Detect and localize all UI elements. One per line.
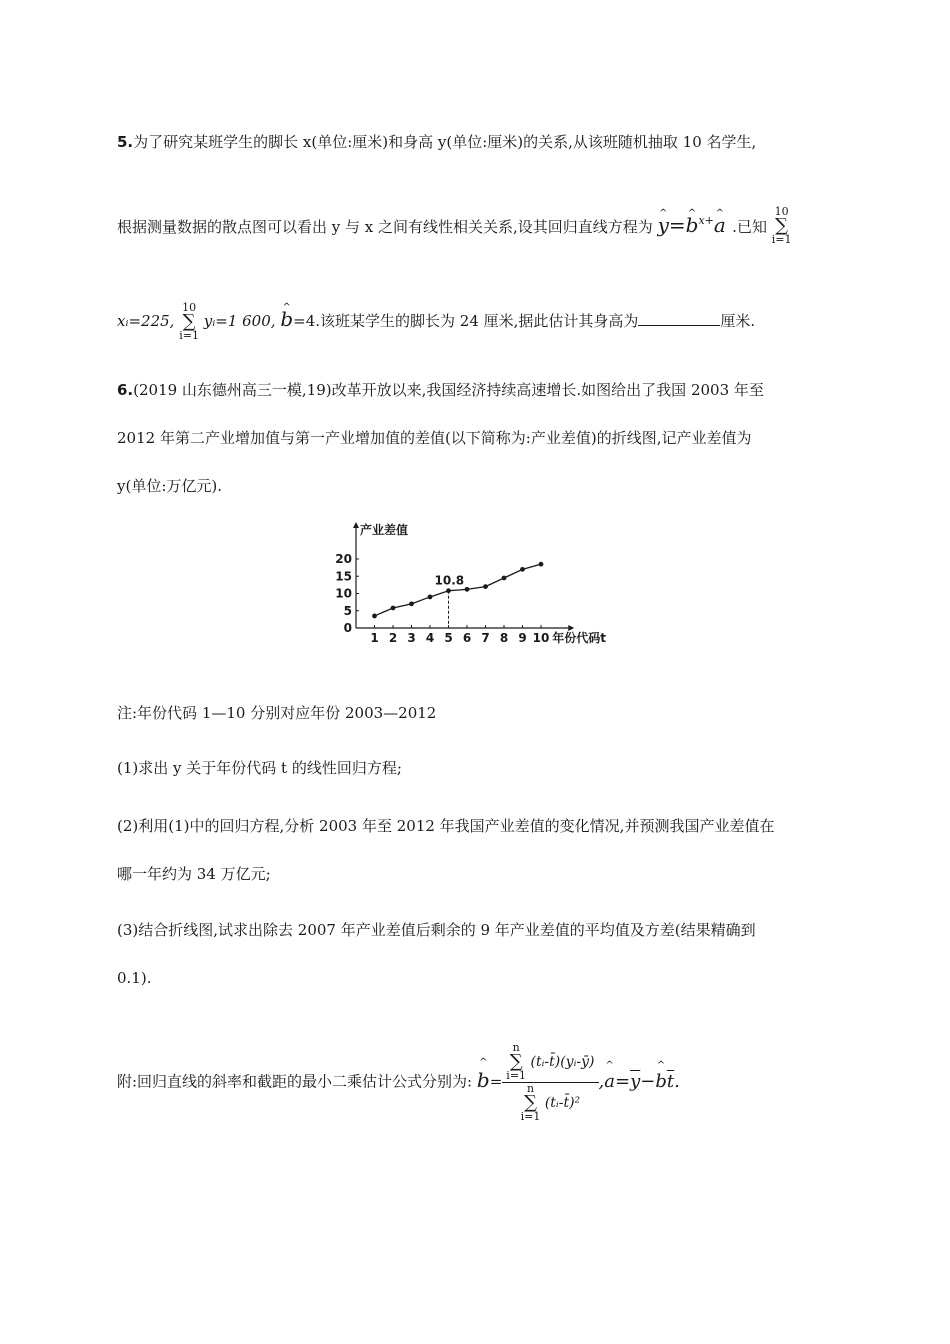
q6-line2 — [117, 428, 751, 448]
x-tick-label: 5 — [444, 631, 453, 645]
sum-lower: i=1 — [179, 329, 199, 342]
data-point — [391, 606, 396, 611]
chart-series — [372, 562, 543, 628]
y-tick-label: 0 — [343, 621, 352, 635]
q5-line3 — [117, 302, 755, 342]
series-line — [375, 564, 542, 616]
q5-text1: 为了研究某班学生的脚长 x(单位:厘米)和身高 y(单位:厘米)的关系,从该班随机抽取 10 名学生, — [133, 133, 757, 151]
q6-part1 — [117, 758, 402, 778]
y-axis-arrow — [353, 522, 359, 528]
q5-text2: 根据测量数据的散点图可以看出 y 与 x 之间有线性相关关系,设其回归直线方程为 — [117, 218, 653, 236]
q6-part1-text: (1)求出 y 关于年份代码 t 的线性回归方程; — [117, 759, 402, 777]
answer-blank[interactable] — [638, 309, 720, 326]
data-point — [539, 562, 544, 567]
q6-text3: y(单位:万亿元). — [117, 477, 223, 495]
data-point — [372, 614, 377, 619]
q5-number: 5. — [117, 133, 134, 151]
x-tick-label: 10 — [532, 631, 550, 645]
q6-appendix: 附:回归直线的斜率和截距的最小二乘估计公式分别为: ^ b= n ∑ i=1 (tᵢ-t̄)(yᵢ-ȳ) n ∑ i=1 (tᵢ-t̄)² ,^ $a=\overline{y}-\^{}$ $b\overline{t}$. — [117, 1042, 680, 1123]
intercept-formula: ,^ $a=\overline{y}-\^{}$ $b\overline{t}$. — [599, 1071, 680, 1092]
x-tick-label: 2 — [388, 631, 398, 645]
q5-line1 — [117, 132, 756, 152]
b-hat-2: ^ b — [280, 309, 293, 329]
q6-note — [117, 703, 436, 723]
appendix-text: 附:回归直线的斜率和截距的最小二乘估计公式分别为: — [117, 1072, 473, 1091]
sum-lower: i=1 — [771, 233, 792, 246]
q6-part3b — [117, 968, 151, 988]
q6-part2a-text: (2)利用(1)中的回归方程,分析 2003 年至 2012 年我国产业差值的变化情况,并预测我国产业差值在 — [117, 817, 775, 835]
q5-text3-end: 厘米. — [720, 312, 756, 330]
sum-lower: i=1 — [506, 1069, 527, 1082]
y-axis-label: 产业差值 — [360, 523, 409, 537]
b-hat-formula: ^ b — [477, 1068, 490, 1092]
q5-sum-symbol-2: 10 ∑ i=1 — [179, 301, 199, 342]
q5-regression-equation: ^ y=^ $b^{x+}\^{}$ a — [658, 213, 733, 237]
data-point — [428, 595, 433, 600]
q6-part3a — [117, 920, 756, 940]
sum-upper: 10 — [182, 301, 197, 314]
q6-part2b-text: 哪一年约为 34 万亿元; — [117, 865, 271, 883]
q6-part2a — [117, 816, 774, 836]
y-tick-label: 20 — [335, 552, 352, 566]
line-chart — [326, 520, 606, 650]
sum-upper: n — [512, 1041, 520, 1054]
q5-sum-symbol-1: 10 ∑ i=1 — [771, 205, 792, 246]
q5-x-sum-value: xᵢ=225, — [117, 312, 175, 330]
q6-text2: 2012 年第二产业增加值与第一产业增加值的差值(以下简称为:产业差值)的折线图,记产业差值为 — [117, 429, 752, 447]
q6-line3 — [117, 476, 222, 496]
a-hat: ^ a — [714, 215, 726, 235]
y-hat: ^ y — [658, 215, 669, 235]
q6-note-text: 注:年份代码 1—10 分别对应年份 2003—2012 — [117, 704, 437, 722]
x-tick-label: 3 — [407, 631, 416, 645]
x-tick-label: 9 — [518, 631, 527, 645]
y-tick-label: 10 — [335, 586, 352, 601]
formula-denominator — [502, 1083, 598, 1123]
q6-part3a-text: (3)结合折线图,试求出除去 2007 年产业差值后剩余的 9 年产业差值的平均值及方差(结果精确到 — [117, 921, 756, 939]
data-point — [520, 567, 525, 572]
y-tick-label: 15 — [335, 569, 352, 584]
sum-lower: i=1 — [520, 1110, 541, 1123]
q5-y-sum-value: yᵢ=1 600, — [203, 312, 276, 330]
chart-ticks — [335, 552, 549, 645]
x-axis-label: 年份代码t — [552, 631, 606, 645]
q6-number: 6. — [117, 381, 134, 399]
slope-formula — [502, 1042, 598, 1123]
data-point — [483, 584, 488, 589]
q5-text2-end: .已知 — [732, 218, 767, 236]
q6-text1: (2019 山东德州高三一模,19)改革开放以来,我国经济持续高速增长.如图给出了我国 2003 年至 — [133, 381, 764, 399]
sum-upper: n — [526, 1082, 535, 1095]
data-point — [409, 601, 414, 606]
b-hat: ^ b — [686, 215, 699, 235]
numerator-expr: (tᵢ-t̄)(yᵢ-ȳ) — [530, 1054, 595, 1070]
x-tick-label: 6 — [462, 631, 472, 645]
q5-line2 — [117, 205, 792, 248]
data-point — [502, 576, 507, 581]
x-tick-label: 8 — [499, 631, 509, 645]
sum-n-top: n ∑ i=1 — [506, 1041, 527, 1082]
annotation-label: 10.8 — [434, 573, 465, 588]
q6-part2b — [117, 864, 271, 884]
sum-upper: 10 — [774, 205, 789, 218]
y-tick-label: 5 — [343, 603, 352, 618]
sum-n-bottom: n ∑ i=1 — [520, 1082, 541, 1123]
x-tick-label: 1 — [370, 631, 379, 645]
denominator-expr: (tᵢ-t̄)² — [544, 1095, 581, 1111]
formula-numerator — [502, 1042, 598, 1083]
x-tick-label: 7 — [481, 631, 490, 645]
x-tick-label: 4 — [425, 631, 435, 645]
q5-text3: =4.该班某学生的脚长为 24 厘米,据此估计其身高为 — [293, 312, 639, 330]
q6-part3b-text: 0.1). — [117, 969, 152, 987]
data-point — [465, 587, 470, 592]
q6-line1 — [117, 380, 764, 400]
chart-axes — [353, 522, 606, 645]
